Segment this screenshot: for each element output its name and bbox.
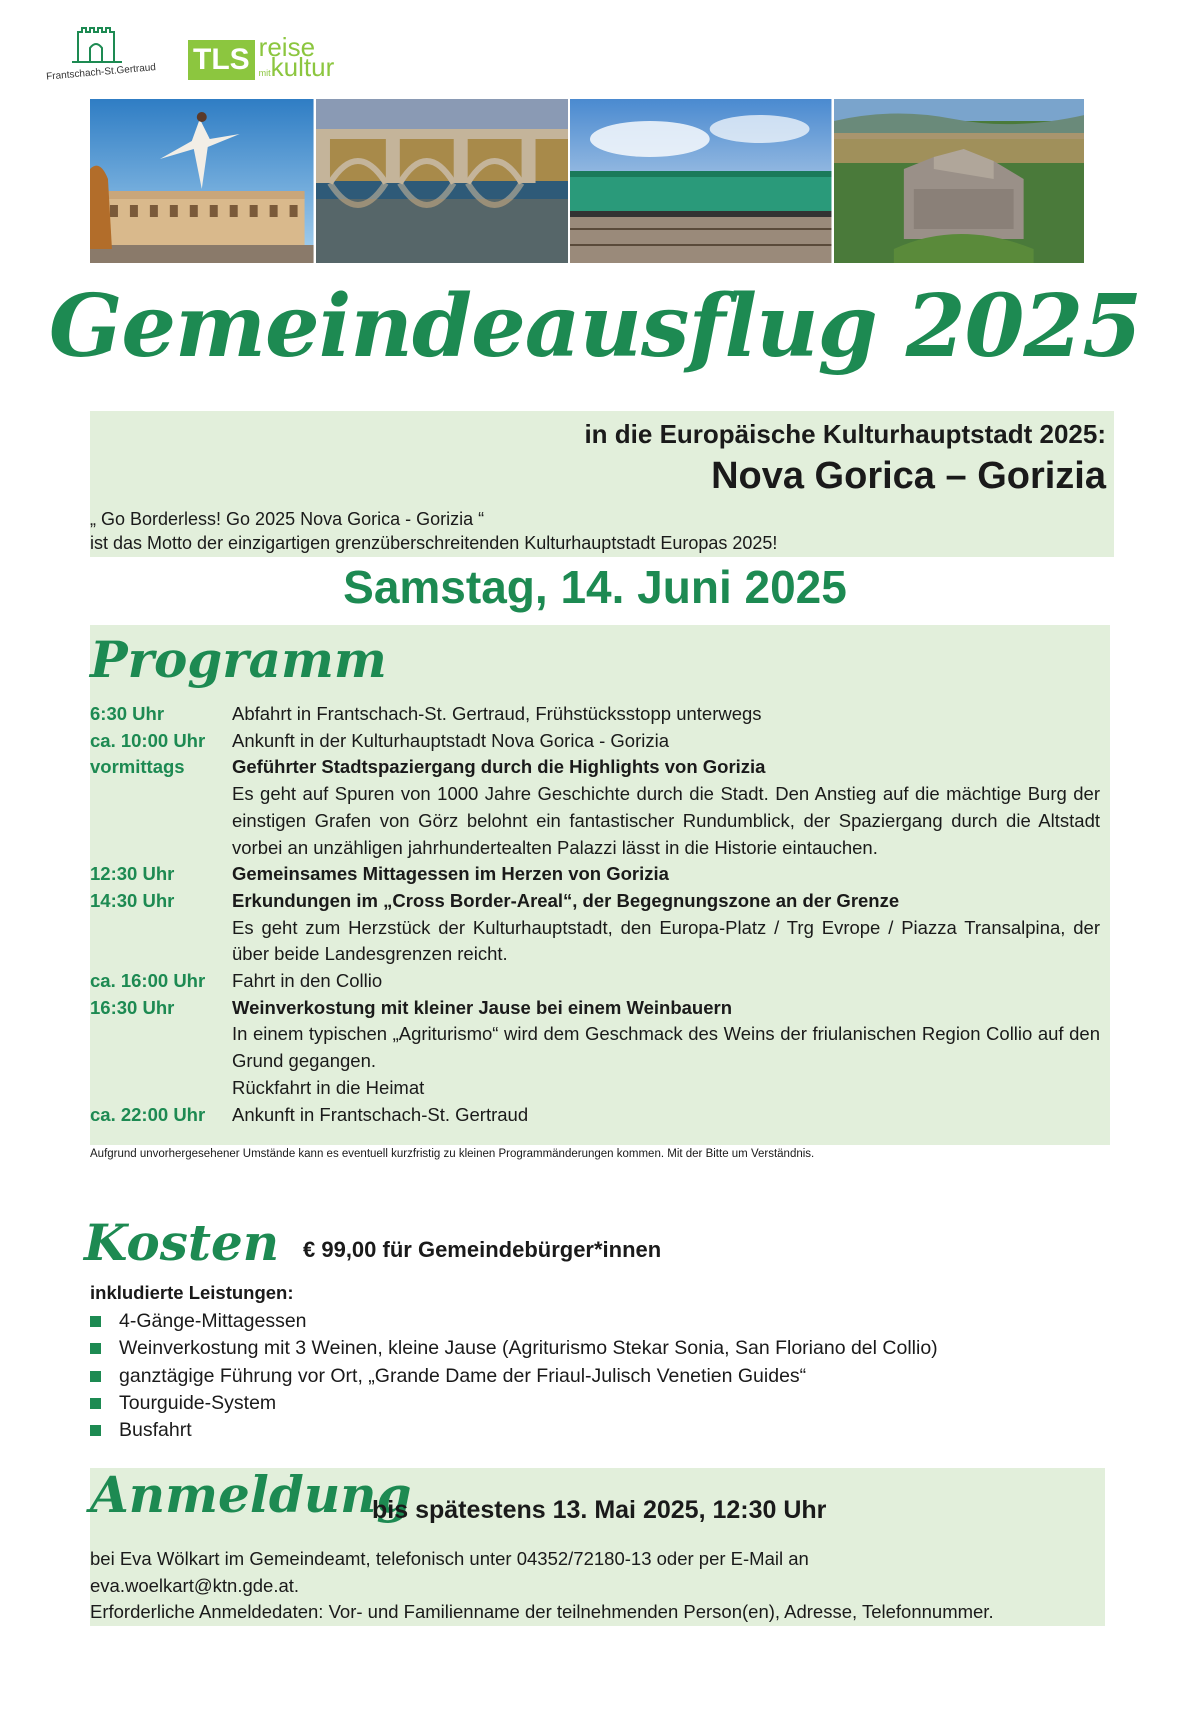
program-title: Abfahrt in Frantschach-St. Gertraud, Frühstücksstopp unterwegs: [232, 703, 762, 724]
program-section: [90, 625, 1110, 1145]
included-item-label: Busfahrt: [119, 1419, 192, 1442]
municipality-logo: [46, 22, 176, 94]
square-bullet-icon: [90, 1316, 101, 1327]
photo-dancer-palace: [90, 99, 314, 263]
main-title: Gemeindeausflug 2025: [48, 276, 1142, 377]
included-item-label: ganztägige Führung vor Ort, „Grande Dame der Friaul-Julisch Venetien Guides“: [119, 1364, 807, 1387]
square-bullet-icon: [90, 1425, 101, 1436]
photo-castle: [834, 99, 1085, 263]
tls-logo: [188, 32, 335, 82]
program-row: [90, 701, 1110, 728]
included-item: [90, 1417, 938, 1444]
program-row: [90, 754, 1110, 861]
included-item: [90, 1308, 938, 1335]
registration-heading: Anmeldung: [90, 1465, 412, 1524]
intro-section: [90, 411, 1114, 557]
program-title: Gemeinsames Mittagessen im Herzen von Gorizia: [232, 863, 669, 885]
included-item: [90, 1363, 938, 1390]
program-heading: Programm: [90, 630, 387, 689]
program-row: [90, 888, 1110, 968]
event-date: Samstag, 14. Juni 2025: [343, 561, 847, 613]
program-description: [232, 754, 1110, 861]
photo-strip: [90, 99, 1084, 263]
program-row: [90, 861, 1110, 888]
program-description: [232, 728, 1110, 755]
registration-email[interactable]: eva.woelkart@ktn.gde.at.: [90, 1574, 300, 1596]
program-time: 6:30 Uhr: [90, 703, 165, 724]
program-title: Ankunft in Frantschach-St. Gertraud: [232, 1103, 529, 1125]
included-item-label: Weinverkostung mit 3 Weinen, kleine Jause (Agriturismo Stekar Sonia, San Floriano del Collio): [119, 1337, 938, 1360]
program-time: 14:30 Uhr: [90, 889, 175, 911]
registration-deadline: bis spätestens 13. Mai 2025, 12:30 Uhr: [372, 1496, 827, 1524]
program-disclaimer: Aufgrund unvorhergesehener Umstände kann es eventuell kurzfristig zu kleinen Programmänderungen kommen. Mit der Bitte um Verständnis.: [90, 1148, 815, 1160]
costs-price: € 99,00 für Gemeindebürger*innen: [303, 1237, 662, 1262]
program-text: In einem typischen „Agriturismo“ wird dem Geschmack des Weins der friulanischen Region Collio auf den Grund gegangen.: [232, 1023, 1100, 1072]
program-text: Rückfahrt in die Heimat: [232, 1076, 425, 1098]
program-time: ca. 10:00 Uhr: [90, 729, 206, 751]
photo-bridge: [316, 99, 568, 263]
square-bullet-icon: [90, 1398, 101, 1409]
program-list: [90, 701, 1110, 1128]
intro-motto: „ Go Borderless! Go 2025 Nova Gorica - Gorizia “ ist das Motto der einzigartigen grenzüberschreitenden Kulturhauptstadt Europas 2025!: [90, 509, 778, 553]
included-item-label: 4-Gänge-Mittagessen: [119, 1310, 307, 1332]
square-bullet-icon: [90, 1343, 101, 1354]
program-time: 12:30 Uhr: [90, 863, 175, 885]
program-title: Weinverkostung mit kleiner Jause bei einem Weinbauern: [232, 996, 732, 1018]
program-title: Ankunft in der Kulturhauptstadt Nova Gorica - Gorizia: [232, 729, 670, 751]
included-item-label: Tourguide-System: [119, 1391, 277, 1414]
registration-section: [90, 1465, 1105, 1626]
costs-heading: Kosten: [84, 1213, 280, 1272]
included-item: [90, 1335, 938, 1362]
program-description: [232, 861, 1110, 888]
program-title: Fahrt in den Collio: [232, 970, 383, 992]
castle-icon: [68, 22, 128, 66]
program-time: ca. 16:00 Uhr: [90, 970, 206, 992]
program-text: Es geht auf Spuren von 1000 Jahre Geschichte durch die Stadt. Den Anstieg auf die mächtige Burg der einstigen Grafen von Görz belohnt ein fantastischer Rundumblick, der Spaziergang durch die Altstadt vorbei an unzähligen jahrhundertealten Palazzi lässt in die Historie eintauchen.: [232, 783, 1100, 858]
program-title: Erkundungen im „Cross Border-Areal“, der Begegnungszone an der Grenze: [232, 889, 900, 911]
program-description: [232, 701, 1110, 728]
program-description: [232, 888, 1110, 968]
program-text: Es geht zum Herzstück der Kulturhauptstadt, den Europa-Platz / Trg Evrope / Piazza Transalpina, der über beide Landesgrenzen reicht.: [232, 916, 1100, 965]
program-row: [90, 1102, 1110, 1129]
program-time: 16:30 Uhr: [90, 996, 175, 1018]
intro-subtitle: in die Europäische Kulturhauptstadt 2025:: [584, 419, 1106, 449]
municipality-name: Frantschach-St.Gertraud: [45, 62, 157, 83]
tls-logo-box: TLS: [188, 40, 255, 80]
included-label: inkludierte Leistungen:: [90, 1282, 294, 1303]
header-logos: [46, 22, 446, 102]
program-title: Geführter Stadtspaziergang durch die Highlights von Gorizia: [232, 756, 766, 778]
program-time: ca. 22:00 Uhr: [90, 1103, 206, 1125]
program-time: vormittags: [90, 756, 185, 778]
program-row: [90, 968, 1110, 995]
tls-logo-wordmark: reise mitkultur: [258, 32, 335, 82]
included-list: [90, 1308, 938, 1444]
program-description: [232, 1102, 1110, 1129]
intro-city: Nova Gorica – Gorizia: [711, 455, 1106, 497]
square-bullet-icon: [90, 1371, 101, 1382]
program-row: [90, 728, 1110, 755]
program-description: [232, 995, 1110, 1102]
program-row: [90, 995, 1110, 1102]
photo-train: [570, 99, 831, 263]
program-description: [232, 968, 1110, 995]
included-item: [90, 1390, 938, 1417]
registration-text: bei Eva Wölkart im Gemeindeamt, telefonisch unter 04352/72180-13 oder per E-Mail an eva.woelkart@ktn.gde.at. Erforderliche Anmeldedaten: Vor- und Familienname der teilnehmenden Person(en), Adresse, Telefonnummer.: [90, 1546, 1105, 1626]
